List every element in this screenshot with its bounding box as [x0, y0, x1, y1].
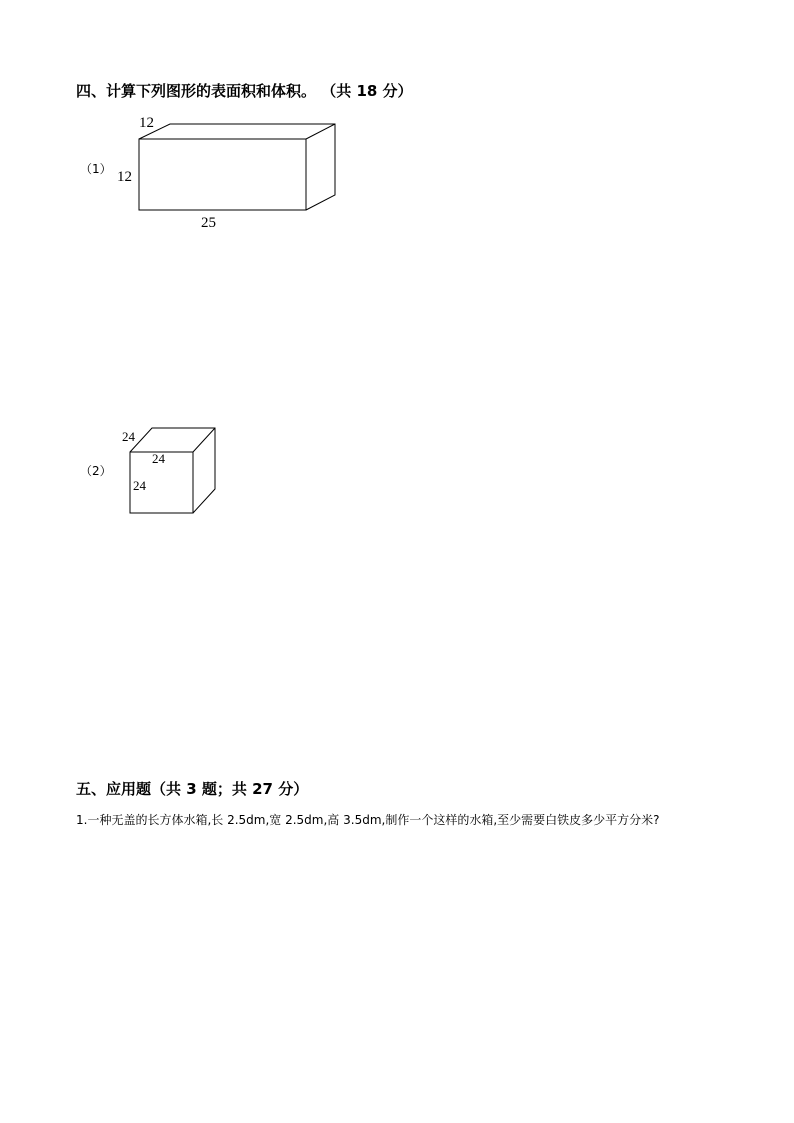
section-4-heading: 四、计算下列图形的表面积和体积。 （共 18 分）: [76, 82, 413, 100]
cube-width-label: 24: [152, 451, 165, 466]
cuboid-figure: [139, 124, 335, 210]
cube-top-side-edges: [130, 428, 215, 513]
cuboid-front-face: [139, 139, 306, 210]
cuboid-height-label: 12: [117, 169, 132, 185]
cube-figure: [130, 428, 215, 513]
application-problem-1: 1.一种无盖的长方体水箱,长 2.5dm,宽 2.5dm,高 3.5dm,制作一个这样的水箱,至少需要白铁皮多少平方分米?: [76, 813, 660, 827]
cube-height-label: 24: [133, 478, 146, 493]
question-2-label: （2）: [80, 464, 112, 478]
section-5-heading: 五、应用题（共 3 题；共 27 分）: [76, 780, 309, 798]
cube-corner-edge: [193, 428, 215, 452]
cuboid-depth-label: 12: [139, 115, 154, 131]
cuboid-length-label: 25: [201, 215, 216, 231]
question-1-label: （1）: [80, 162, 112, 176]
cube-depth-label: 24: [122, 429, 135, 444]
cuboid-corner-edge: [306, 124, 335, 139]
